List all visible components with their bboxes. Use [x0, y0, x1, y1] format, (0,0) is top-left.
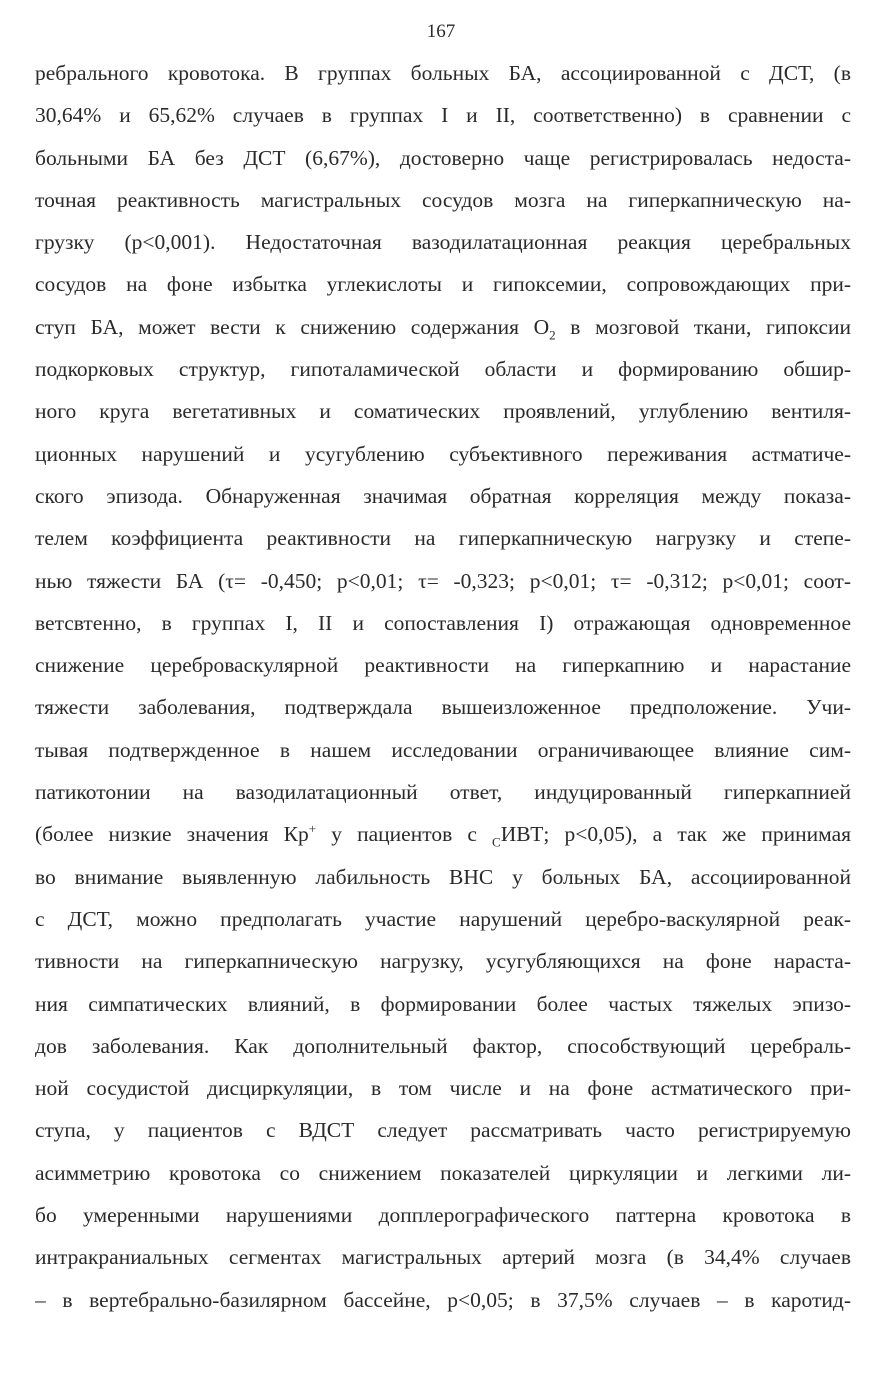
text-line: ступа, у пациентов с ВДСТ следует рассматривать часто регистрируемую: [35, 1118, 851, 1143]
text-segment: ИВТ; р<0,05), а так же принимая: [500, 822, 851, 847]
subscript: С: [492, 834, 501, 850]
text-line: ветсвтенно, в группах I, II и сопоставления I) отражающая одновременное: [35, 610, 851, 635]
text-line: бо умеренными нарушениями допплерографического паттерна кровотока в: [35, 1203, 851, 1228]
text-segment: в мозговой ткани, гипоксии: [555, 314, 851, 339]
text-line: тивности на гиперкапническую нагрузку, усугубляющихся на фоне нараста-: [35, 949, 851, 974]
text-line: дов заболевания. Как дополнительный фактор, способствующий церебраль-: [35, 1033, 851, 1058]
text-line: сосудов на фоне избытка углекислоты и гипоксемии, сопровождающих при-: [35, 272, 851, 297]
text-line: ского эпизода. Обнаруженная значимая обратная корреляция между показа-: [35, 483, 851, 508]
text-line: подкорковых структур, гипоталамической области и формированию обшир-: [35, 357, 851, 382]
text-line: [35, 813, 851, 855]
text-line: ребрального кровотока. В группах больных БА, ассоциированной с ДСТ, (в: [35, 61, 851, 85]
text-line: интракраниальных сегментах магистральных артерий мозга (в 34,4% случаев: [35, 1245, 851, 1270]
subscript: 2: [549, 327, 556, 343]
page-number: 167: [426, 21, 456, 42]
text-line: ной сосудистой дисциркуляции, в том числе и на фоне астматического при-: [35, 1076, 851, 1101]
text-line: нью тяжести БА (τ= -0,450; р<0,01; τ= -0,323; р<0,01; τ= -0,312; р<0,01; соот-: [35, 568, 851, 593]
superscript: +: [308, 821, 317, 837]
text-line: во внимание выявленную лабильность ВНС у больных БА, ассоциированной: [35, 864, 851, 889]
text-line: больными БА без ДСТ (6,67%), достоверно чаще регистрировалась недоста-: [35, 145, 851, 170]
text-line: тывая подтвержденное в нашем исследовании ограничивающее влияние сим-: [35, 737, 851, 762]
text-line: [35, 306, 851, 348]
text-line: 30,64% и 65,62% случаев в группах I и II, соответственно) в сравнении с: [35, 103, 851, 128]
text-line: с ДСТ, можно предполагать участие нарушений церебро-васкулярной реак-: [35, 906, 851, 931]
text-line: патикотонии на вазодилатационный ответ, индуцированный гиперкапнией: [35, 780, 851, 805]
text-line: ния симпатических влияний, в формировании более частых тяжелых эпизо-: [35, 991, 851, 1016]
text-line: ного круга вегетативных и соматических проявлений, углублению вентиля-: [35, 399, 851, 424]
text-line: телем коэффициента реактивности на гиперкапническую нагрузку и степе-: [35, 526, 851, 551]
text-segment: ступ БА, может вести к снижению содержания О: [35, 314, 550, 339]
text-line: асимметрию кровотока со снижением показателей циркуляции и легкими ли-: [35, 1160, 851, 1185]
text-line: ционных нарушений и усугублению субъективного переживания астматиче-: [35, 441, 851, 466]
text-line: грузку (р<0,001). Недостаточная вазодилатационная реакция церебральных: [35, 230, 851, 255]
body-text: [35, 52, 851, 1321]
text-line: точная реактивность магистральных сосудов мозга на гиперкапническую на-: [35, 187, 851, 212]
text-line: тяжести заболевания, подтверждала вышеизложенное предположение. Учи-: [35, 695, 851, 720]
text-segment: (более низкие значения Кр: [35, 822, 309, 847]
text-segment: у пациентов с: [316, 822, 493, 847]
text-line: снижение цереброваскулярной реактивности на гиперкапнию и нарастание: [35, 653, 851, 678]
text-line: – в вертебрально-базилярном бассейне, р<0,05; в 37,5% случаев – в каротид-: [35, 1287, 851, 1312]
